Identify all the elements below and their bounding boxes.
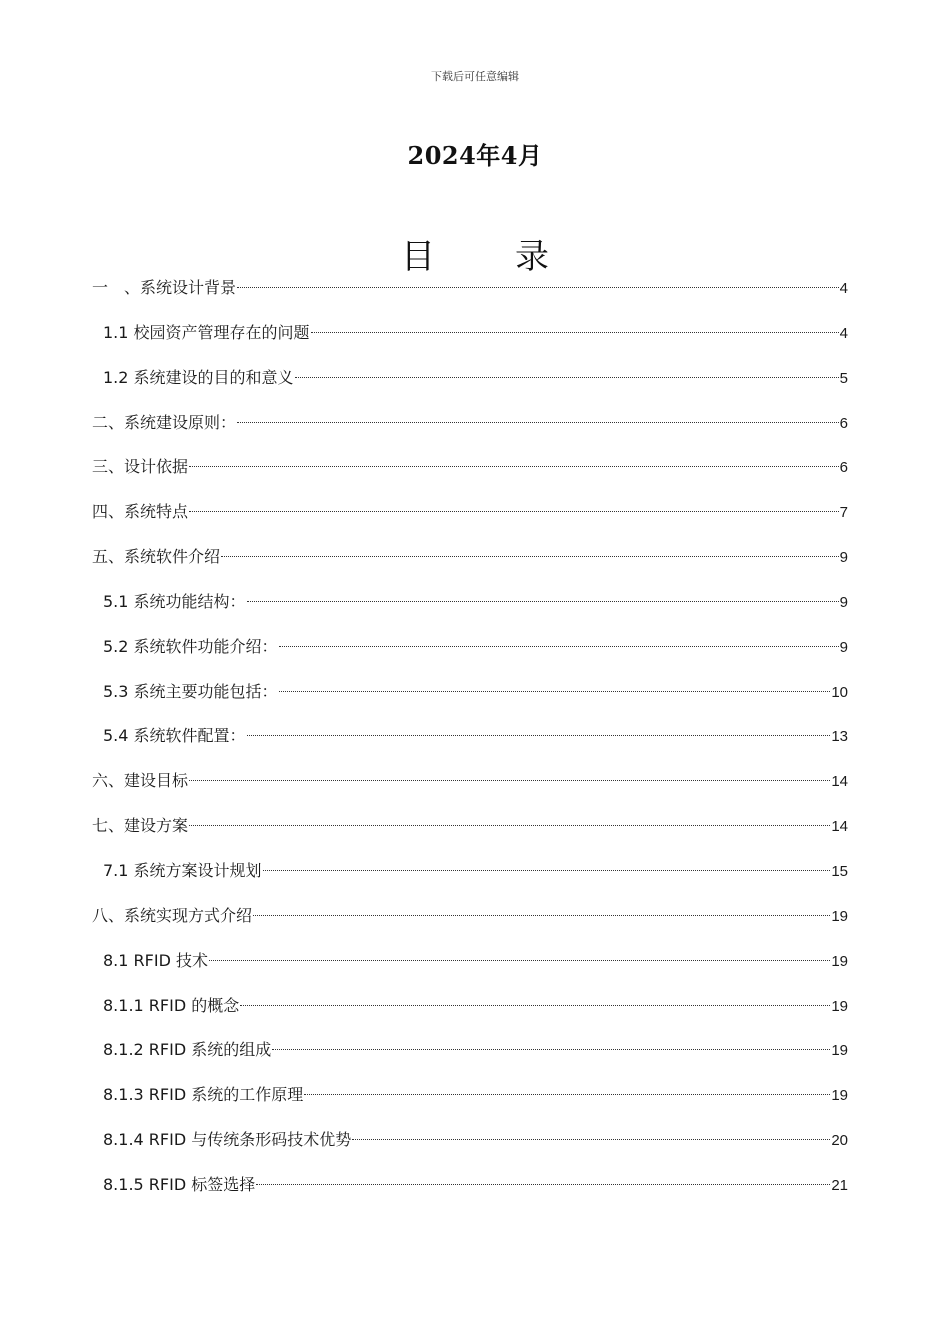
toc-entry[interactable] xyxy=(92,679,848,724)
toc-entry-label: 8.1.3 RFID 系统的工作原理 xyxy=(103,1085,304,1105)
toc-entry-page: 4 xyxy=(839,280,848,297)
toc-leader-dots xyxy=(247,601,839,602)
toc-entry[interactable] xyxy=(92,903,848,948)
toc-entry-page: 14 xyxy=(831,818,848,836)
toc-entry-page: 21 xyxy=(831,1176,848,1194)
toc-leader-dots xyxy=(247,735,831,736)
toc-entry-page: 9 xyxy=(839,593,848,611)
toc-title xyxy=(0,229,950,278)
toc-leader-dots xyxy=(189,466,839,467)
toc-entry[interactable] xyxy=(92,858,848,903)
toc-leader-dots xyxy=(352,1139,830,1140)
toc-leader-dots xyxy=(189,780,830,781)
toc-leader-dots xyxy=(189,511,839,512)
toc-entry-page: 9 xyxy=(839,638,848,656)
toc-title-right: 录 xyxy=(515,237,549,277)
document-date: 2024年4月 xyxy=(407,141,543,170)
toc-entry-label: 八、系统实现方式介绍 xyxy=(92,905,253,925)
toc-entry-page: 9 xyxy=(839,549,848,567)
toc-leader-dots xyxy=(189,825,830,826)
toc-entry-page: 19 xyxy=(831,1042,848,1060)
toc-entry-label: 六、建设目标 xyxy=(92,771,189,791)
toc-entry-label: 5.1 系统功能结构： xyxy=(103,591,246,611)
toc-leader-dots xyxy=(256,1184,830,1185)
toc-entry-page: 19 xyxy=(831,1087,848,1105)
toc-title-left: 目 xyxy=(401,237,435,277)
toc-leader-dots xyxy=(279,646,839,647)
toc-entry-label: 四、系统特点 xyxy=(92,502,189,522)
toc-entry-label: 5.4 系统软件配置： xyxy=(103,726,246,746)
toc-entry-label: 七、建设方案 xyxy=(92,816,189,836)
toc-entry-label: 8.1 RFID 技术 xyxy=(103,950,208,970)
toc-entry-page: 13 xyxy=(831,728,848,746)
toc-entry-label: 8.1.5 RFID 标签选择 xyxy=(103,1174,256,1194)
toc-leader-dots xyxy=(237,422,839,423)
toc-entry[interactable] xyxy=(92,589,848,634)
toc-leader-dots xyxy=(279,691,831,692)
toc-entry[interactable] xyxy=(92,1127,848,1172)
toc-entry-page: 5 xyxy=(839,369,848,387)
toc-entry-page: 6 xyxy=(839,414,848,432)
toc-entry[interactable] xyxy=(92,454,848,499)
header-note: 下载后可任意编辑 xyxy=(431,70,519,83)
toc-entry-page: 6 xyxy=(839,459,848,477)
toc-leader-dots xyxy=(237,287,839,288)
toc-entry-label: 8.1.2 RFID 系统的组成 xyxy=(103,1040,272,1060)
toc-entry[interactable] xyxy=(92,993,848,1038)
toc-entry[interactable] xyxy=(92,723,848,768)
toc-entry[interactable] xyxy=(92,275,848,320)
toc-entry[interactable] xyxy=(92,1037,848,1082)
toc-leader-dots xyxy=(240,1005,830,1006)
toc-leader-dots xyxy=(221,556,839,557)
toc-entry-page: 20 xyxy=(831,1132,848,1150)
toc-entry-page: 19 xyxy=(831,997,848,1015)
toc-entry-label: 7.1 系统方案设计规划 xyxy=(103,860,262,880)
toc-entry[interactable] xyxy=(92,499,848,544)
toc-leader-dots xyxy=(253,915,830,916)
toc-entry-page: 4 xyxy=(839,324,848,342)
toc-entry-page: 15 xyxy=(831,862,848,880)
toc-entry-label: 8.1.1 RFID 的概念 xyxy=(103,995,240,1015)
toc-entry-label: 1.1 校园资产管理存在的问题 xyxy=(103,322,310,342)
toc-entry-page: 19 xyxy=(831,907,848,925)
toc-leader-dots xyxy=(272,1049,830,1050)
toc-entry[interactable] xyxy=(92,948,848,993)
toc-leader-dots xyxy=(263,870,831,871)
toc-entry[interactable] xyxy=(92,813,848,858)
toc-entry[interactable] xyxy=(92,1082,848,1127)
table-of-contents xyxy=(92,275,848,1217)
toc-entry[interactable] xyxy=(92,768,848,813)
toc-entry[interactable] xyxy=(92,365,848,410)
toc-leader-dots xyxy=(295,377,839,378)
toc-entry-page: 19 xyxy=(831,952,848,970)
toc-entry-label: 二、系统建设原则： xyxy=(92,412,237,432)
toc-entry-page: 14 xyxy=(831,773,848,791)
toc-entry-label: 8.1.4 RFID 与传统条形码技术优势 xyxy=(103,1130,352,1150)
toc-entry-label: 三、设计依据 xyxy=(92,457,189,477)
toc-entry-label: 5.2 系统软件功能介绍： xyxy=(103,636,278,656)
toc-entry-label: 五、系统软件介绍 xyxy=(92,547,221,567)
toc-entry-page: 7 xyxy=(839,504,848,522)
toc-entry[interactable] xyxy=(92,634,848,679)
toc-leader-dots xyxy=(209,960,830,961)
toc-entry[interactable] xyxy=(92,1172,848,1217)
toc-entry-label: 一 、系统设计背景 xyxy=(92,278,237,297)
toc-entry-label: 5.3 系统主要功能包括： xyxy=(103,681,278,701)
toc-entry-label: 1.2 系统建设的目的和意义 xyxy=(103,367,294,387)
toc-leader-dots xyxy=(311,332,839,333)
toc-leader-dots xyxy=(304,1094,830,1095)
toc-entry[interactable] xyxy=(92,410,848,455)
toc-entry[interactable] xyxy=(92,544,848,589)
toc-entry[interactable] xyxy=(92,320,848,365)
toc-entry-page: 10 xyxy=(831,683,848,701)
